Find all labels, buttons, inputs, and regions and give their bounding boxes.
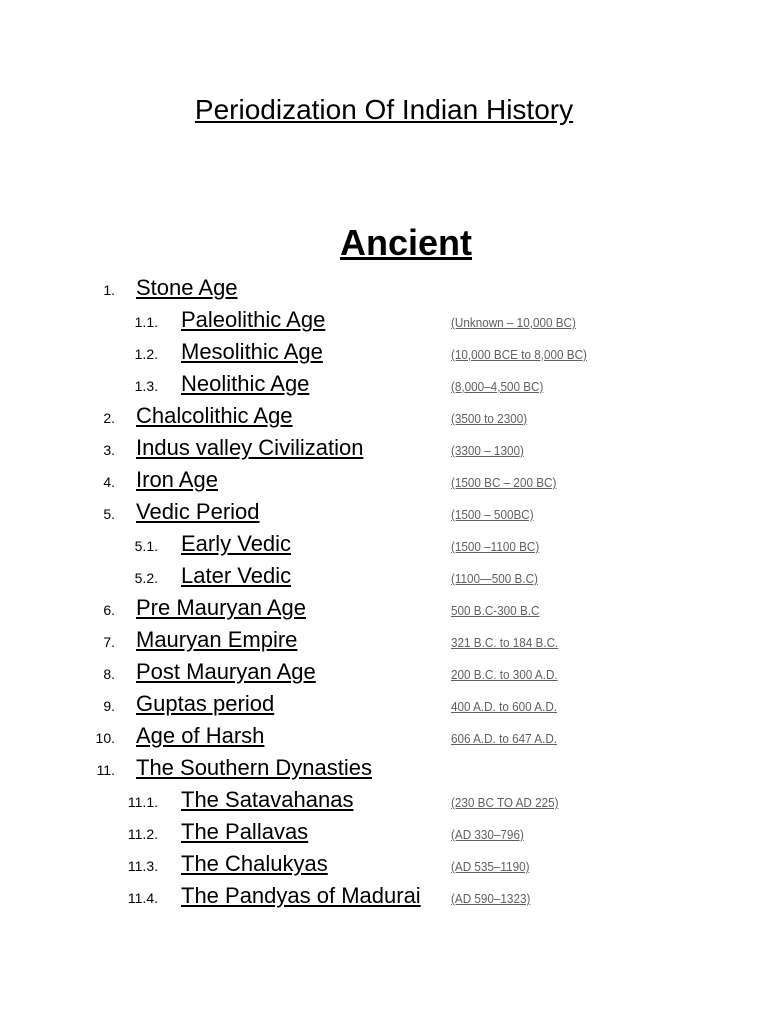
item-number: 5.1.: [134, 538, 158, 554]
item-number: 1.1.: [134, 314, 158, 330]
period-dates-link[interactable]: (AD 535–1190): [451, 859, 530, 874]
period-dates-link[interactable]: (8,000–4,500 BC): [451, 379, 544, 394]
period-name-link[interactable]: Neolithic Age: [181, 371, 310, 396]
item-number: 8.: [103, 666, 115, 682]
list-item: [0, 336, 768, 368]
period-name-link[interactable]: The Southern Dynasties: [136, 755, 373, 780]
list-item: [0, 720, 768, 752]
period-name-link[interactable]: Indus valley Civilization: [136, 435, 364, 460]
period-dates-link[interactable]: (Unknown – 10,000 BC): [451, 315, 576, 330]
list-item: [0, 592, 768, 624]
period-dates-link[interactable]: (230 BC TO AD 225): [451, 795, 559, 810]
period-dates-link[interactable]: (AD 330–796): [451, 827, 524, 842]
list-item: [0, 752, 768, 784]
item-number: 11.: [96, 762, 115, 778]
page-title: Periodization Of Indian History: [194, 94, 574, 125]
section-heading-ancient: Ancient: [339, 222, 472, 263]
item-number: 7.: [103, 634, 115, 650]
period-dates-link[interactable]: (AD 590–1323): [451, 891, 531, 906]
list-item: [0, 528, 768, 560]
period-name-link[interactable]: Early Vedic: [181, 531, 292, 556]
period-dates-link[interactable]: (1100—500 B.C): [451, 571, 538, 586]
item-number: 5.: [103, 506, 115, 522]
period-dates-link[interactable]: (3300 – 1300): [451, 443, 524, 458]
item-number: 5.2.: [134, 570, 158, 586]
period-name-link[interactable]: The Satavahanas: [181, 787, 354, 812]
period-dates-link[interactable]: (1500 – 500BC): [451, 507, 534, 522]
item-number: 3.: [103, 442, 115, 458]
list-item: [0, 400, 768, 432]
list-item: [0, 624, 768, 656]
period-name-link[interactable]: The Pallavas: [181, 819, 309, 844]
period-dates-link[interactable]: 200 B.C. to 300 A.D.: [451, 667, 558, 682]
period-dates-link[interactable]: (1500 –1100 BC): [451, 539, 540, 554]
item-number: 11.1.: [127, 794, 158, 810]
period-dates-link[interactable]: (10,000 BCE to 8,000 BC): [451, 347, 587, 362]
list-item: [0, 688, 768, 720]
list-item: [0, 880, 768, 912]
list-item: [0, 560, 768, 592]
period-name-link[interactable]: Iron Age: [136, 467, 218, 492]
item-number: 11.4.: [127, 890, 158, 906]
item-number: 1.: [103, 282, 115, 298]
period-name-link[interactable]: Post Mauryan Age: [136, 659, 316, 684]
period-name-link[interactable]: Age of Harsh: [136, 723, 265, 748]
item-number: 9.: [103, 698, 115, 714]
period-dates-link[interactable]: 321 B.C. to 184 B.C.: [451, 635, 559, 650]
item-number: 1.3.: [134, 378, 158, 394]
list-item: [0, 464, 768, 496]
period-list: [0, 272, 768, 932]
period-name-link[interactable]: Paleolithic Age: [181, 307, 326, 332]
list-item: [0, 784, 768, 816]
list-item: [0, 304, 768, 336]
period-name-link[interactable]: The Pandyas of Madurai: [181, 883, 421, 908]
item-number: 2.: [103, 410, 115, 426]
period-name-link[interactable]: The Chalukyas: [181, 851, 328, 876]
period-name-link[interactable]: Mauryan Empire: [136, 627, 298, 652]
item-number: 11.3.: [127, 858, 158, 874]
list-item: [0, 816, 768, 848]
list-item: [0, 848, 768, 880]
item-number: 4.: [103, 474, 115, 490]
list-item: [0, 272, 768, 304]
period-name-link[interactable]: Vedic Period: [136, 499, 260, 524]
item-number: 6.: [103, 602, 115, 618]
list-item: [0, 368, 768, 400]
period-name-link[interactable]: Stone Age: [136, 275, 238, 300]
item-number: 11.2.: [127, 826, 158, 842]
item-number: 10.: [95, 730, 115, 746]
period-dates-link[interactable]: 400 A.D. to 600 A.D.: [451, 699, 558, 714]
period-dates-link[interactable]: (1500 BC – 200 BC): [451, 475, 557, 490]
period-dates-link[interactable]: (3500 to 2300): [451, 411, 528, 426]
period-dates-link[interactable]: 606 A.D. to 647 A.D.: [451, 731, 558, 746]
list-item: [0, 656, 768, 688]
period-dates-link[interactable]: 500 B.C-300 B.C: [451, 603, 540, 618]
item-number: 1.2.: [134, 346, 158, 362]
period-name-link[interactable]: Pre Mauryan Age: [136, 595, 306, 620]
list-item: [0, 432, 768, 464]
period-name-link[interactable]: Guptas period: [136, 691, 275, 716]
period-name-link[interactable]: Later Vedic: [181, 563, 292, 588]
period-name-link[interactable]: Chalcolithic Age: [136, 403, 293, 428]
period-name-link[interactable]: Mesolithic Age: [181, 339, 323, 364]
list-item: [0, 496, 768, 528]
